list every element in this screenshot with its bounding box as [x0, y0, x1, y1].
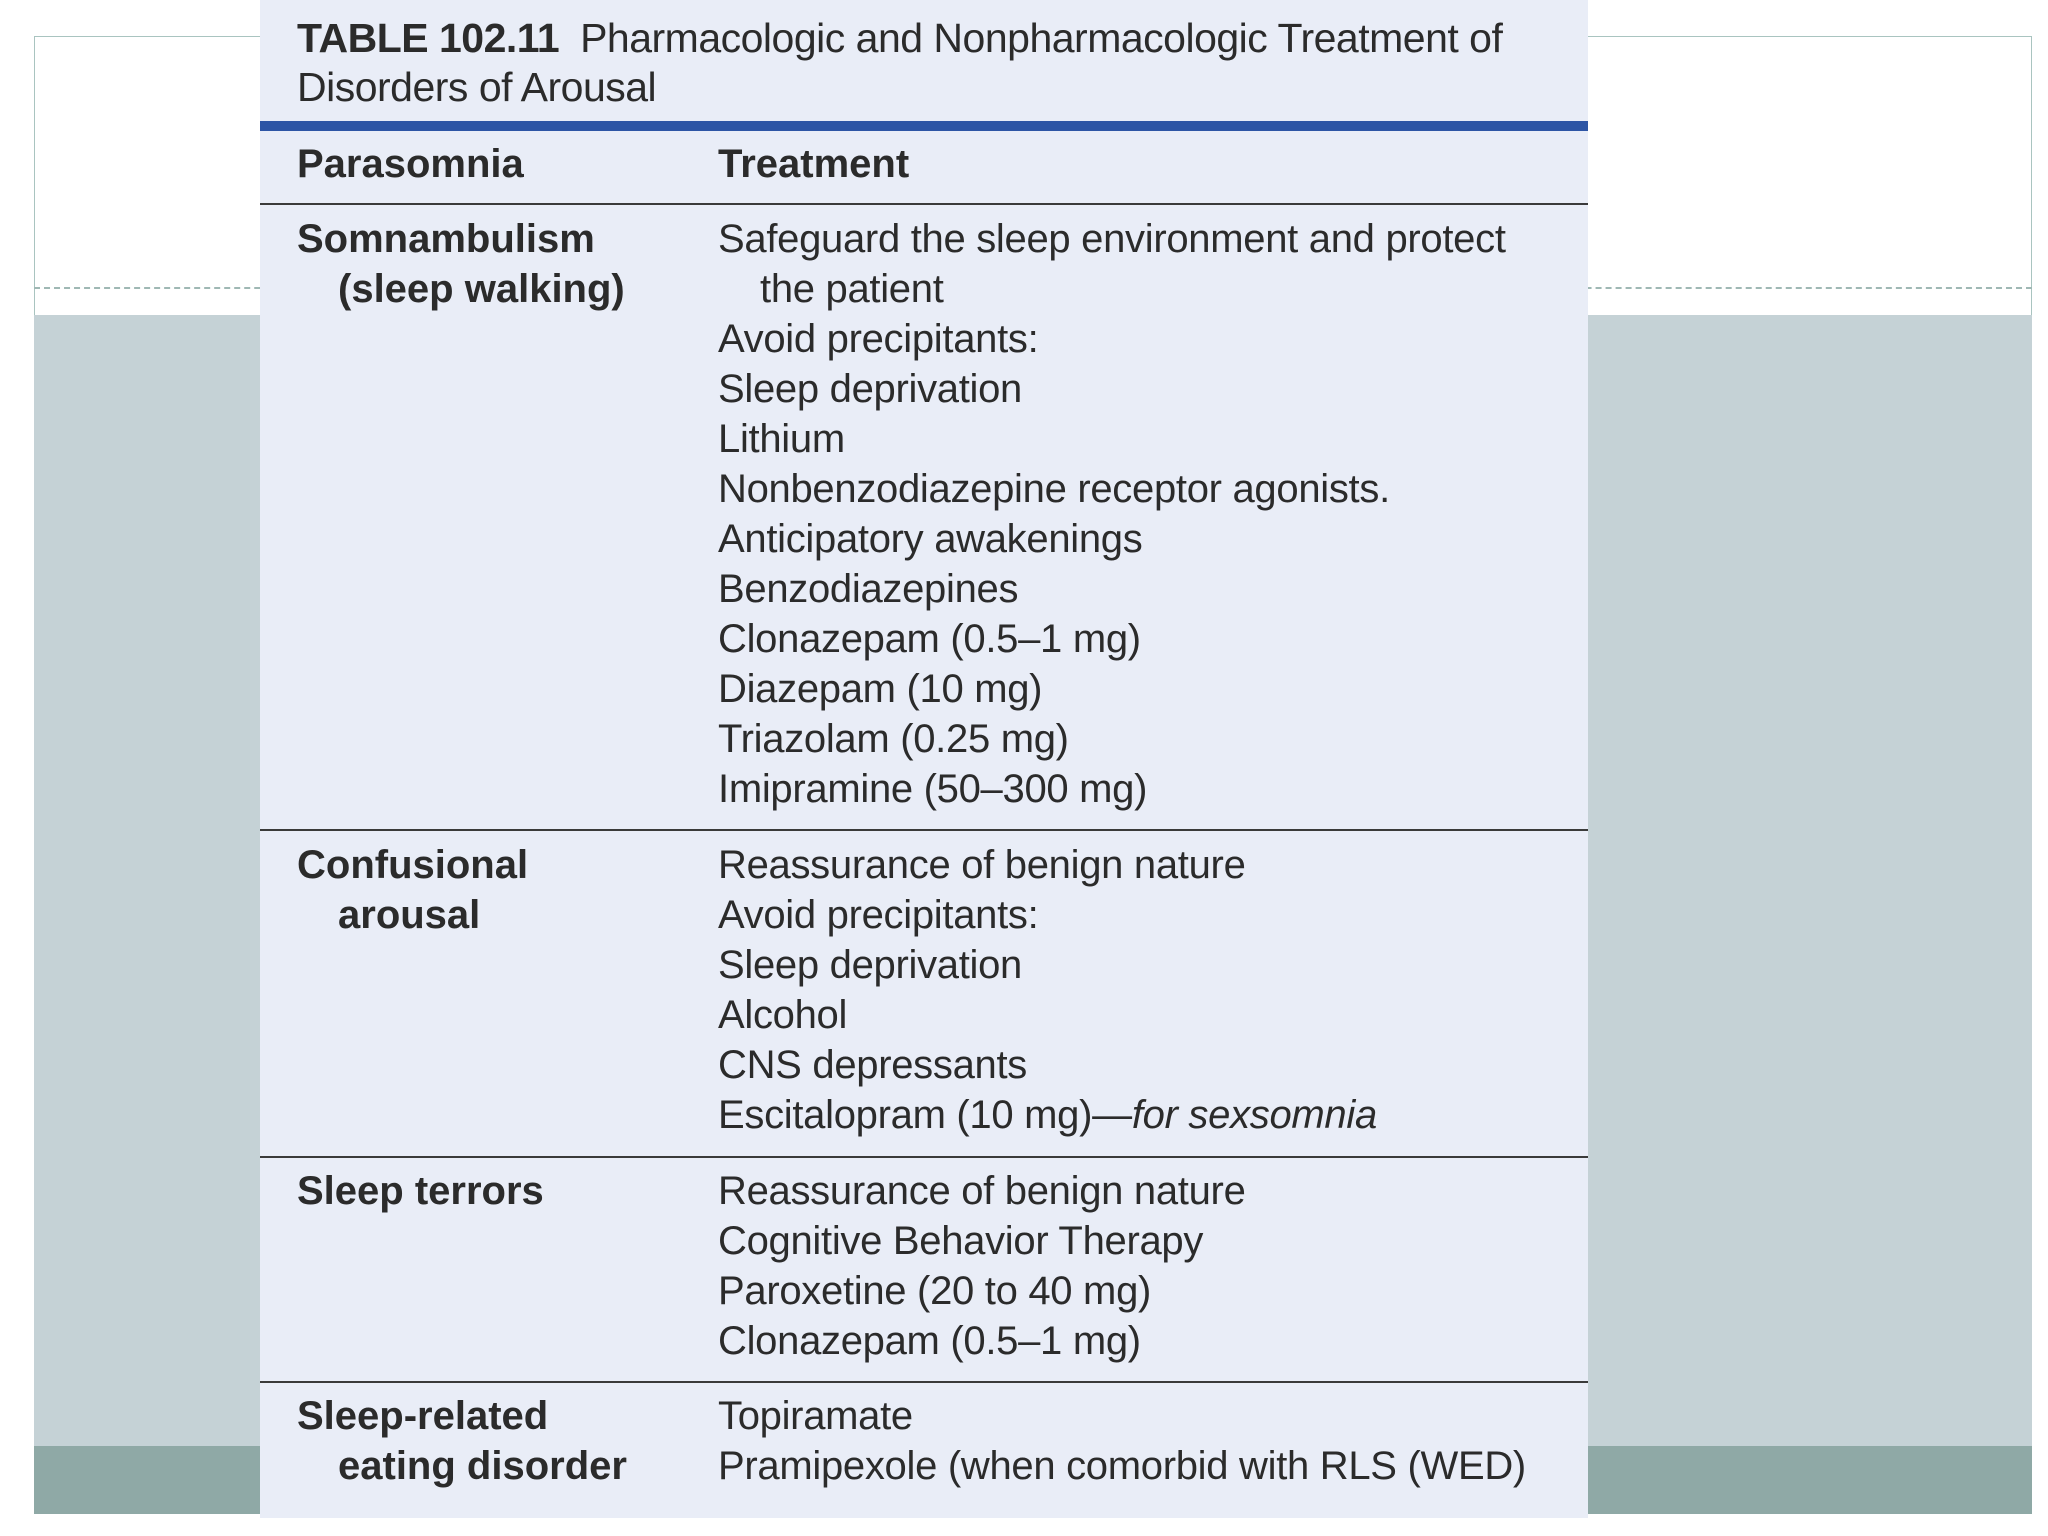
treatment-line: Benzodiazepines	[718, 567, 1019, 611]
parasomnia-cell	[297, 840, 677, 940]
treatment-line: Nonbenzodiazepine receptor agonists.	[718, 467, 1390, 511]
parasomnia-cell	[297, 1391, 677, 1491]
treatment-line: the patient	[760, 267, 944, 311]
treatment-line: Avoid precipitants:	[718, 317, 1039, 361]
treatment-cell	[718, 840, 1578, 1140]
row-divider	[260, 1381, 1588, 1383]
treatment-line	[718, 1090, 1578, 1140]
parasomnia-name: Somnambulism	[297, 217, 595, 261]
treatment-line: Paroxetine (20 to 40 mg)	[718, 1269, 1152, 1313]
treatment-line: CNS depressants	[718, 1043, 1027, 1087]
treatment-line: Triazolam (0.25 mg)	[718, 717, 1069, 761]
parasomnia-name: Sleep terrors	[297, 1169, 544, 1213]
header-top-rule	[260, 121, 1588, 131]
parasomnia-cell	[297, 214, 677, 314]
table-number: TABLE 102.11	[297, 15, 560, 61]
parasomnia-name: Confusional	[297, 843, 529, 887]
parasomnia-name-continued: eating disorder	[338, 1444, 627, 1488]
treatment-line: Reassurance of benign nature	[718, 843, 1246, 887]
column-header-treatment: Treatment	[718, 142, 910, 186]
treatment-line: Reassurance of benign nature	[718, 1169, 1246, 1213]
parasomnia-cell	[297, 1166, 677, 1216]
treatment-line: Safeguard the sleep environment and protect	[718, 217, 1506, 261]
treatment-line: Sleep deprivation	[718, 943, 1023, 987]
parasomnia-name-continued: arousal	[338, 893, 481, 937]
row-divider	[260, 1156, 1588, 1158]
row-divider	[260, 829, 1588, 831]
treatment-line: Pramipexole (when comorbid with RLS (WED)	[718, 1444, 1526, 1488]
table-title: Pharmacologic and Nonpharmacologic Treatment of Disorders of Arousal	[297, 15, 1503, 110]
treatment-line: Anticipatory awakenings	[718, 517, 1143, 561]
treatment-line: Alcohol	[718, 993, 848, 1037]
treatment-drug: Escitalopram (10 mg)—	[718, 1093, 1132, 1137]
table-panel	[260, 0, 1588, 1518]
treatment-note: for sexsomnia	[1131, 1093, 1377, 1137]
treatment-line: Diazepam (10 mg)	[718, 667, 1043, 711]
treatment-line: Clonazepam (0.5–1 mg)	[718, 617, 1141, 661]
treatment-cell	[718, 1166, 1578, 1366]
treatment-line: Lithium	[718, 417, 845, 461]
parasomnia-name: Sleep-related	[297, 1394, 549, 1438]
table-caption	[297, 14, 1567, 112]
header-bottom-rule	[260, 203, 1588, 205]
treatment-line: Sleep deprivation	[718, 367, 1023, 411]
treatment-line: Clonazepam (0.5–1 mg)	[718, 1319, 1141, 1363]
parasomnia-name-continued: (sleep walking)	[338, 267, 625, 311]
treatment-line: Avoid precipitants:	[718, 893, 1039, 937]
treatment-cell	[718, 214, 1578, 814]
treatment-line: Cognitive Behavior Therapy	[718, 1219, 1204, 1263]
treatment-line: Imipramine (50–300 mg)	[718, 767, 1148, 811]
treatment-cell	[718, 1391, 1578, 1491]
column-header-parasomnia: Parasomnia	[297, 142, 524, 186]
treatment-line: Topiramate	[718, 1394, 913, 1438]
